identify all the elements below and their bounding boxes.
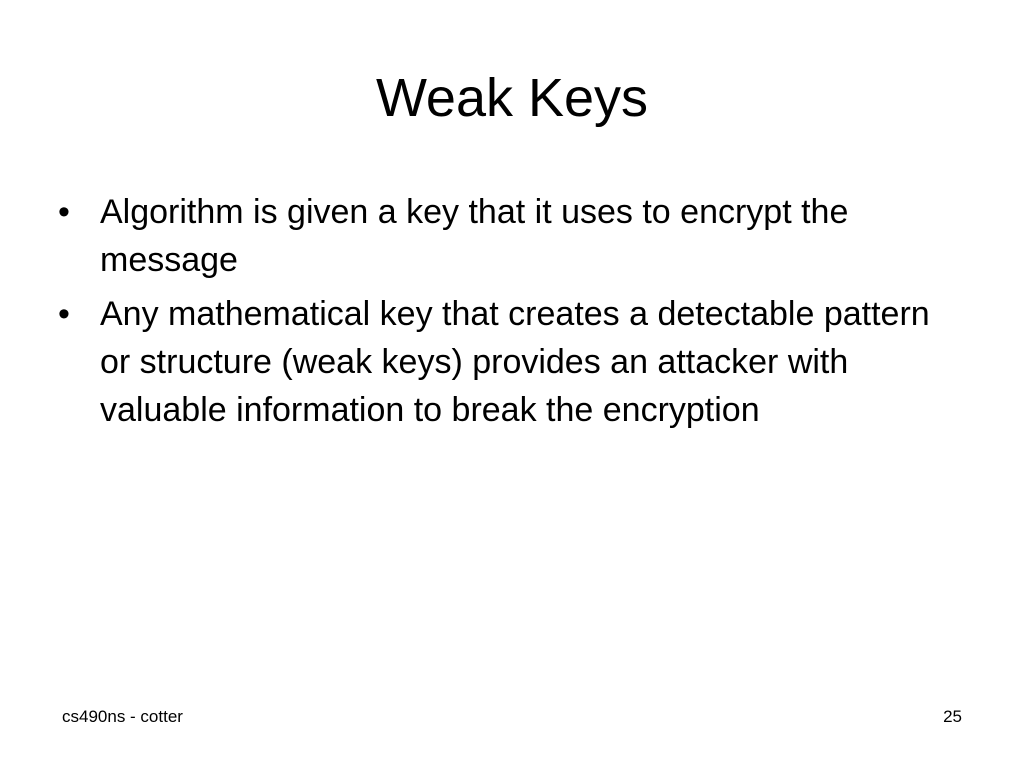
bullet-list [58,188,958,440]
bullet-item [58,290,958,434]
bullet-text: Any mathematical key that creates a detectable pattern or structure (weak keys) provides an attacker with valuable information to break the encryption [100,295,930,429]
bullet-text: Algorithm is given a key that it uses to encrypt the message [100,193,849,279]
bullet-icon: • [58,295,70,333]
slide-title: Weak Keys [375,68,649,128]
page-number: 25 [943,707,962,726]
footer-course: cs490ns - cotter [62,707,183,726]
bullet-item [58,188,958,284]
bullet-icon: • [58,193,70,231]
